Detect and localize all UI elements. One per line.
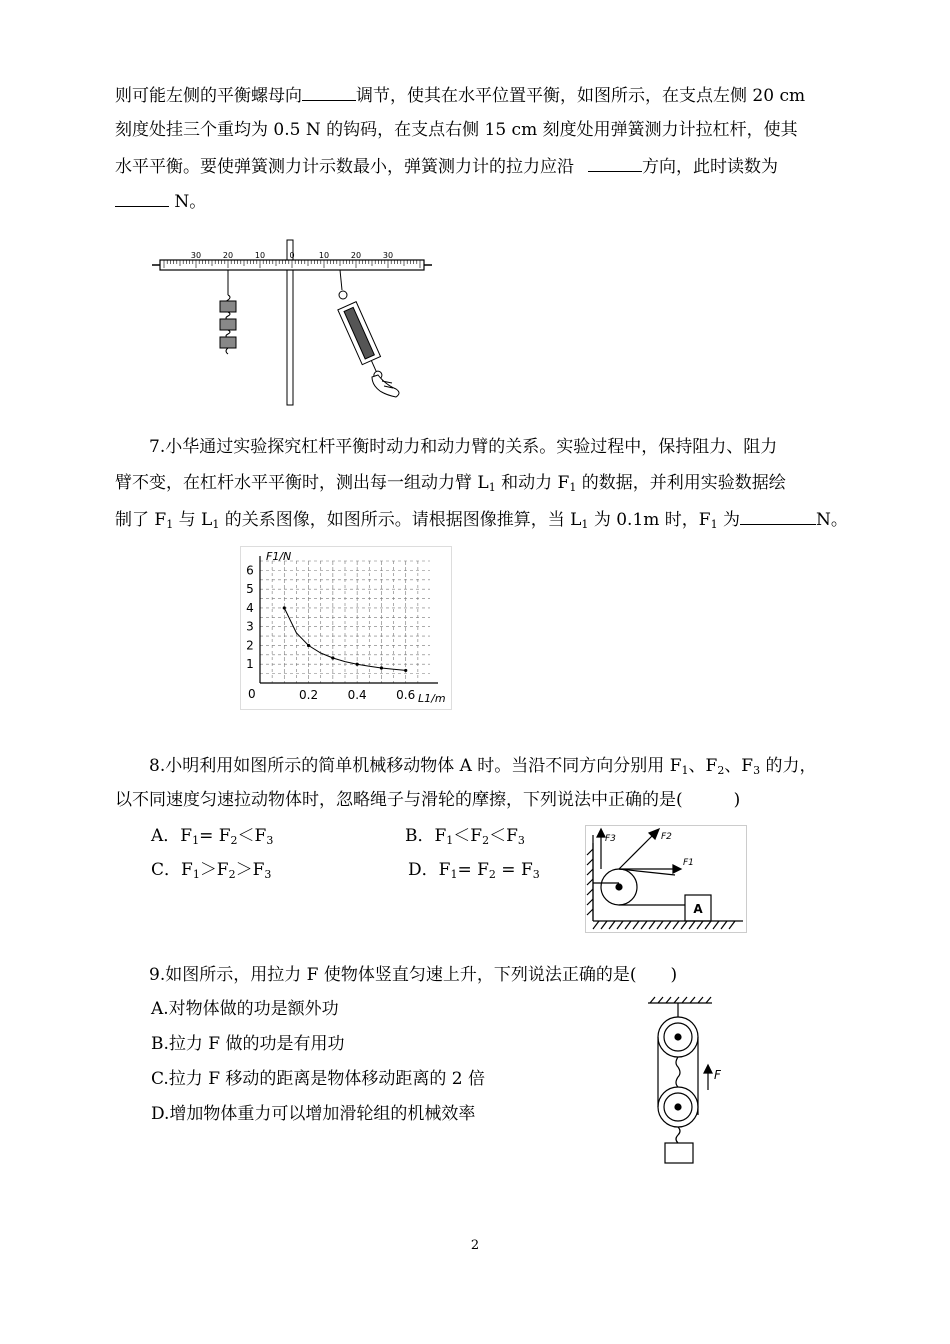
spring-balance	[338, 270, 399, 397]
q7-text: 为 0.1m 时，F	[593, 510, 711, 530]
weight-block	[665, 1143, 693, 1163]
subscript: 1	[681, 764, 689, 777]
subscript: 2	[717, 764, 725, 777]
force-label-f1: F1	[683, 858, 694, 868]
x-tick-label: 0.2	[299, 688, 319, 702]
subscript: 1	[710, 518, 718, 531]
q9-option-c[interactable]: C.拉力 F 移动的距离是物体移动距离的 2 倍	[151, 1069, 486, 1089]
ruler-label: 30	[382, 251, 394, 260]
q8-option-a[interactable]: A．$F_1= F_2<F_3$	[151, 826, 274, 847]
q6-line-2: 刻度处挂三个重均为 0.5 N 的钩码，在支点右侧 15 cm 刻度处用弹簧测力计拉杠杆，使其	[115, 120, 798, 140]
data-point	[380, 666, 383, 669]
data-point	[331, 656, 334, 659]
q7-text: 制了 F	[115, 510, 167, 530]
f1-l1-chart	[240, 546, 452, 710]
y-tick-label: 3	[246, 619, 254, 634]
ruler-label: 30	[190, 251, 202, 260]
q9-option-b[interactable]: B.拉力 F 做的功是有用功	[151, 1034, 345, 1054]
q7-text: 的数据，并利用实验数据绘	[581, 473, 786, 493]
q7-text: 的关系图像，如图所示。请根据图像推算，当 L	[224, 510, 582, 530]
q8-text: 、F	[688, 756, 718, 776]
q7-text: N。	[816, 510, 848, 530]
q8-text: 8.小明利用如图所示的简单机械移动物体 A 时。当沿不同方向分别用 F	[149, 756, 682, 776]
q8-option-d[interactable]: D．$F_1= F_2 = F_3$	[408, 860, 540, 881]
chart-xticks	[299, 688, 415, 702]
x-tick-label: 0.6	[396, 688, 416, 702]
subscript: 1	[166, 518, 174, 531]
ruler-label: 20	[222, 251, 234, 260]
q7-text: 和动力 F	[501, 473, 570, 493]
y-tick-label: 1	[246, 657, 254, 672]
hook-weights	[220, 270, 236, 354]
chart-xlabel: L1/m	[418, 692, 446, 705]
q6-line-3	[115, 155, 778, 178]
ruler-label: 0	[289, 251, 295, 260]
q7-text: 为	[723, 510, 740, 530]
subscript: 1	[581, 518, 589, 531]
chart-origin: 0	[248, 687, 256, 701]
lever-figure	[150, 235, 440, 410]
q7-line-1: 7.小华通过实验探究杠杆平衡时动力和动力臂的关系。实验过程中，保持阻力、阻力	[149, 437, 778, 457]
chart-ylabel: F1/N	[266, 550, 292, 563]
q6-text: 方向，此时读数为	[642, 157, 778, 177]
q9-line-1: 9.如图所示，用拉力 F 使物体竖直匀速上升，下列说法正确的是( )	[149, 965, 678, 985]
ruler-label: 10	[318, 251, 330, 260]
force-label: F	[714, 1068, 721, 1082]
q8-line-2: 以不同速度匀速拉动物体时，忽略绳子与滑轮的摩擦，下列说法中正确的是( )	[115, 790, 741, 810]
subscript: 3	[753, 764, 761, 777]
subscript: 1	[488, 481, 496, 494]
pulley-block-figure	[640, 995, 740, 1175]
block-a-label: A	[693, 902, 703, 916]
q9-option-d[interactable]: D.增加物体重力可以增加滑轮组的机械效率	[151, 1104, 476, 1124]
q6-text: N。	[174, 192, 207, 212]
y-tick-label: 2	[246, 638, 254, 653]
q7-line-3	[115, 508, 848, 531]
q6-line-1	[115, 84, 805, 107]
y-tick-label: 4	[246, 600, 254, 615]
subscript: 1	[212, 518, 220, 531]
page-number: 2	[470, 1238, 480, 1253]
q8-text: 的力，	[765, 756, 817, 776]
pulley-force-figure	[585, 825, 747, 933]
data-point	[356, 663, 359, 666]
q8-line-1	[149, 755, 817, 777]
answer-blank[interactable]	[588, 155, 642, 172]
y-tick-label: 5	[246, 582, 254, 597]
q6-text: 则可能左侧的平衡螺母向	[115, 86, 302, 106]
q8-option-c[interactable]: C．$F_1>F_2>F_3$	[151, 860, 272, 881]
q7-text: 与 L	[178, 510, 213, 530]
q6-line-4	[115, 190, 206, 213]
q7-line-2	[115, 472, 786, 494]
ruler-label: 20	[350, 251, 362, 260]
subscript: 1	[569, 481, 577, 494]
data-point	[283, 606, 286, 609]
answer-blank[interactable]	[740, 508, 816, 525]
force-label-f3: F3	[605, 834, 616, 844]
answer-blank[interactable]	[115, 190, 169, 207]
force-label-f2: F2	[661, 832, 672, 842]
q7-text: 臂不变，在杠杆水平平衡时，测出每一组动力臂 L	[115, 473, 489, 493]
x-tick-label: 0.4	[347, 688, 367, 702]
q6-text: 调节，使其在水平位置平衡，如图所示，在支点左侧 20 cm	[356, 86, 806, 106]
data-point	[307, 644, 310, 647]
q8-option-b[interactable]: B．$F_1<F_2<F_3$	[405, 826, 525, 847]
ruler-label: 10	[254, 251, 266, 260]
data-point	[404, 669, 407, 672]
q9-option-a[interactable]: A.对物体做的功是额外功	[151, 999, 339, 1019]
q6-text: 水平平衡。要使弹簧测力计示数最小，弹簧测力计的拉力应沿	[115, 157, 574, 177]
y-tick-label: 6	[246, 563, 254, 578]
q8-text: 、F	[724, 756, 754, 776]
answer-blank[interactable]	[302, 84, 356, 101]
